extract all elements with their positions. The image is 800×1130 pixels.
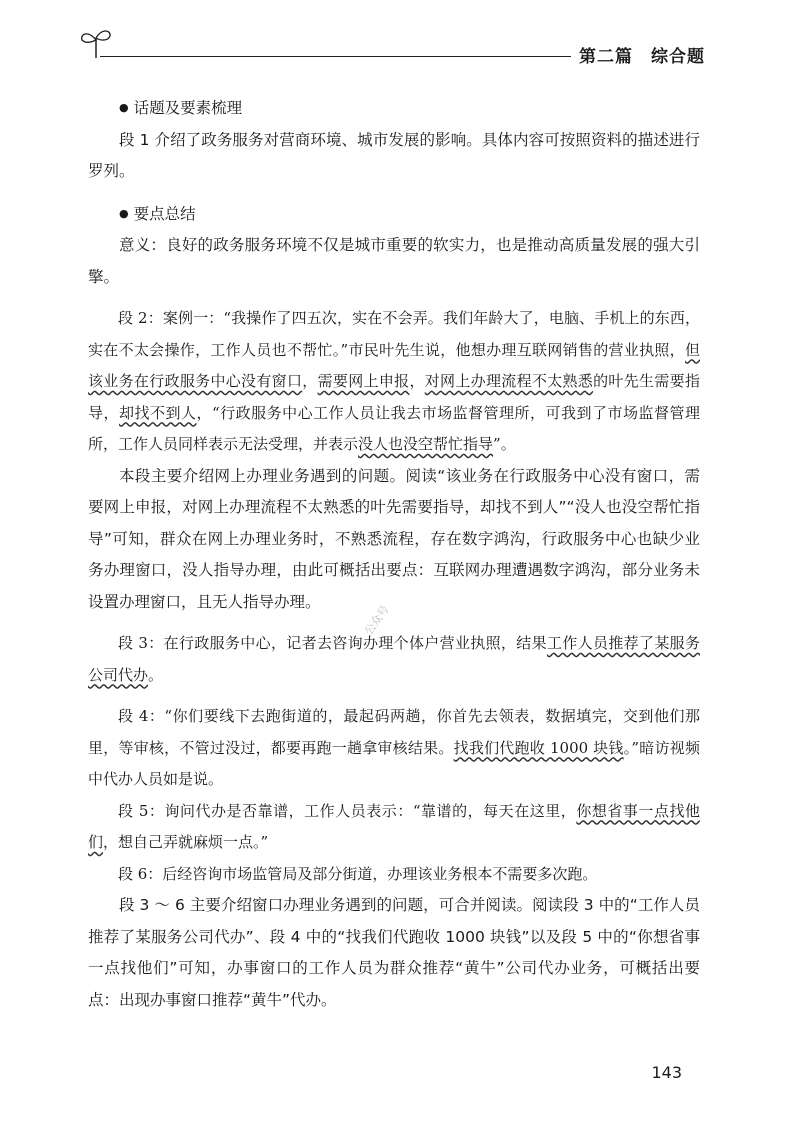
heading-topic: ● 话题及要素梳理 — [88, 92, 700, 125]
analysis-1: 本段主要介绍网上办理业务遇到的问题。阅读“该业务在行政服务中心没有窗口，需要网上申报，对网上办理流程不太熟悉的叶先需要指导，却找不到人”“没人也没空帮忙指导”可知，群众在网上办理业务时，不熟悉流程，存在数字鸿沟，行政服务中心也缺少业务办理窗口，没人指导办理，由此可概括出要点：互联网办理遭遇数字鸿沟，部分业务未设置办理窗口，且无人指导办理。 — [88, 466, 700, 611]
sprout-icon — [78, 26, 114, 60]
paragraph-3: 段 3：在行政服务中心，记者去咨询办理个体户营业执照，结果工作人员推荐了某服务公司代办。 — [88, 634, 700, 684]
paragraph-4: 段 4：“你们要线下去跑街道的，最起码两趟，你首先去领表，数据填完，交到他们那里，等审核，不管过没过，都要再跑一趟拿审核结果。找我们代跑收 1000 块钱。”暗访视频中代办人员如是说。 — [88, 707, 700, 788]
page-number: 143 — [651, 1063, 682, 1082]
part-label: 第二篇 — [579, 47, 633, 67]
chapter-title: 综合题 — [651, 47, 705, 67]
watermark: 公众号 — [362, 603, 392, 638]
page-body — [88, 92, 700, 1016]
running-header — [571, 42, 705, 67]
analysis-2: 段 3 ～ 6 主要介绍窗口办理业务遇到的问题，可合并阅读。阅读段 3 中的“工作人员推荐了某服务公司代办”、段 4 中的“找我们代跑收 1000 块钱”以及段 5 中的“你想省事一点找他们”可知，办事窗口的工作人员为群众推荐“黄牛”公司代办业务，可概括出要点：出现办事窗口推荐“黄牛”代办。 — [88, 896, 700, 1009]
paragraph-6: 段 6：后经咨询市场监管局及部分街道，办理该业务根本不需要多次跑。 — [118, 864, 598, 883]
significance-text: 意义：良好的政务服务环境不仅是城市重要的软实力，也是推动高质量发展的强大引擎。 — [88, 236, 700, 286]
paragraph-2: 段 2：案例一：“我操作了四五次，实在不会弄。我们年龄大了，电脑、手机上的东西，实在不太会操作，工作人员也不帮忙。”市民叶先生说，他想办理互联网销售的营业执照，但该业务在行政服务中心没有窗口，需要网上申报，对网上办理流程不太熟悉的叶先生需要指导，却找不到人，“行政服务中心工作人员让我去市场监督管理所，可我到了市场监督管理所，工作人员同样表示无法受理，并表示没人也没空帮忙指导”。 — [88, 309, 700, 453]
topic-text: 段 1 介绍了政务服务对营商环境、城市发展的影响。具体内容可按照资料的描述进行罗列。 — [88, 130, 700, 180]
paragraph-5: 段 5：询问代办是否靠谱，工作人员表示：“靠谱的，每天在这里，你想省事一点找他们，想自己弄就麻烦一点。” — [88, 801, 700, 851]
heading-points: ● 要点总结 — [88, 198, 700, 231]
